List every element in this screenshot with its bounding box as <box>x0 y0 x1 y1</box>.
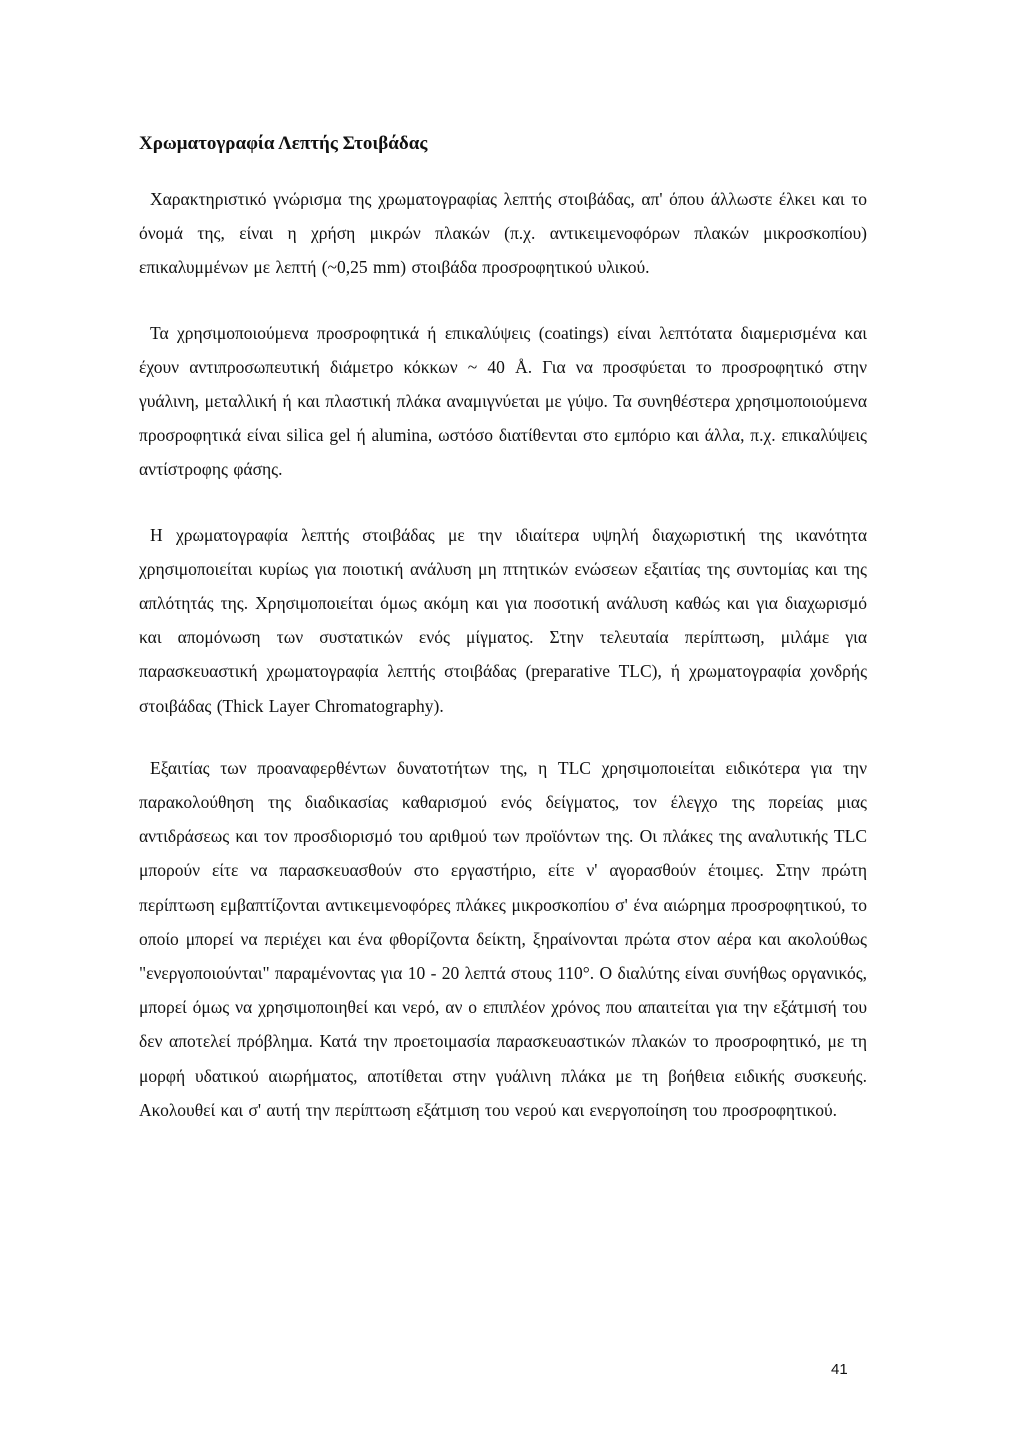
document-page <box>139 118 867 1158</box>
paragraph-2: Τα χρησιμοποιούμενα προσροφητικά ή επικαλύψεις (coatings) είναι λεπτότατα διαμερισμένα και έχουν αντιπροσωπευτική διάμετρο κόκκων ~ 40 Å. Για να προσφύεται το προσροφητικό στην γυάλινη, μεταλλική ή και πλαστική πλάκα αναμιγνύεται με γύψο. Τα συνηθέστερα χρησιμοποιούμενα προσροφητικά είναι silica gel ή alumina, ωστόσο διατίθενται στο εμπόριο και άλλα, π.χ. επικαλύψεις αντίστροφης φάσης. <box>139 322 867 480</box>
paragraph-3: Η χρωματογραφία λεπτής στοιβάδας με την ιδιαίτερα υψηλή διαχωριστική της ικανότητα χρησιμοποιείται κυρίως για ποιοτική ανάλυση μη πτητικών ενώσεων εξαιτίας της συντομίας και της απλότητάς της. Χρησιμοποιείται όμως ακόμη και για ποσοτική ανάλυση καθώς και για διαχωρισμό και απομόνωση των συστατικών ενός μίγματος. Στην τελευταία περίπτωση, μιλάμε για παρασκευαστική χρωματογραφία λεπτής στοιβάδας (preparative TLC), ή χρωματογραφία χονδρής στοιβάδας (Thick Layer Chromatography). <box>139 524 867 716</box>
paragraph-1: Χαρακτηριστικό γνώρισμα της χρωματογραφίας λεπτής στοιβάδας, απ' όπου άλλωστε έλκει και το όνομά της, είναι η χρήση μικρών πλακών (π.χ. αντικειμενοφόρων πλακών μικροσκοπίου) επικαλυμμένων με λεπτή (~0,25 mm) στοιβάδα προσροφητικού υλικού. <box>139 189 867 278</box>
section-title: Χρωματογραφία Λεπτής Στοιβάδας <box>139 133 428 154</box>
page-number: 41 <box>831 1361 848 1378</box>
paragraph-4: Εξαιτίας των προαναφερθέντων δυνατοτήτων της, η TLC χρησιμοποιείται ειδικότερα για την παρακολούθηση της διαδικασίας καθαρισμού ενός δείγματος, τον έλεγχο της πορείας μιας αντιδράσεως και τον προσδιορισμό του αριθμού των προϊόντων της. Οι πλάκες της αναλυτικής TLC μπορούν είτε να παρασκευασθούν στο εργαστήριο, είτε ν' αγορασθούν έτοιμες. Στην πρώτη περίπτωση εμβαπτίζονται αντικειμενοφόρες πλάκες μικροσκοπίου σ' ένα αιώρημα προσροφητικού, το οποίο μπορεί να περιέχει και ένα φθορίζοντα δείκτη, ξηραίνονται πρώτα στον αέρα και ακολούθως "ενεργοποιούνται" παραμένοντας για 10 - 20 λεπτά στους 110°. Ο διαλύτης είναι συνήθως οργανικός, μπορεί όμως να χρησιμοποιηθεί και νερό, αν ο επιπλέον χρόνος που απαιτείται για την εξάτμισή του δεν αποτελεί πρόβλημα. Κατά την προετοιμασία παρασκευαστικών πλακών το προσροφητικό, με τη μορφή υδατικού αιωρήματος, αποτίθεται στην γυάλινη πλάκα με τη βοήθεια ειδικής συσκευής. Ακολουθεί και σ' αυτή την περίπτωση εξάτμιση του νερού και ενεργοποίηση του προσροφητικού. <box>139 757 867 1120</box>
